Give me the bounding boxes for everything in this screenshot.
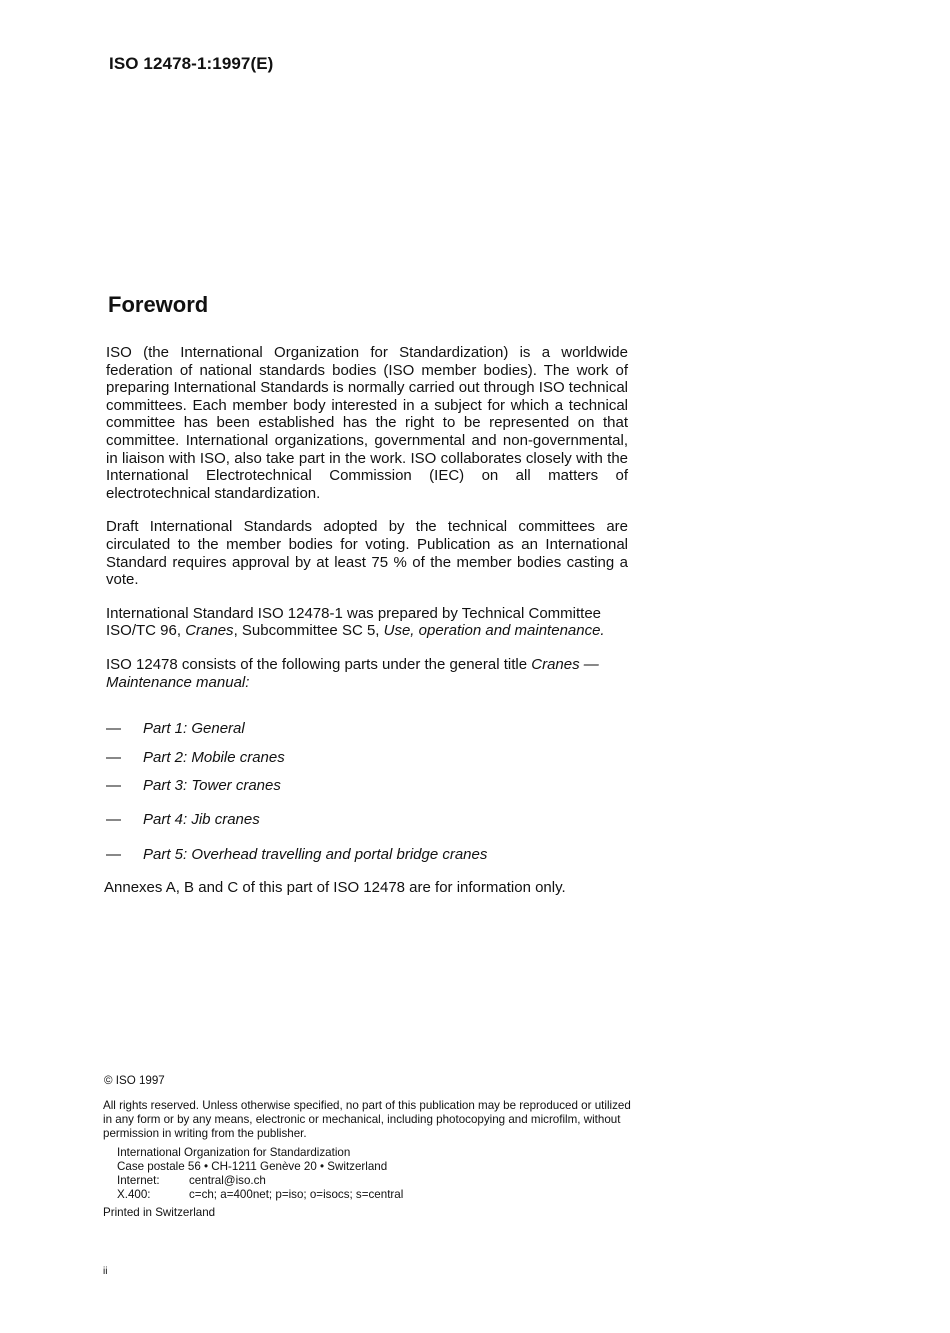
publisher-address [103,1146,633,1202]
paragraph-draft-standards: Draft International Standards adopted by the technical committees are circulated to the member bodies for voting. Publication as an International Standard requires approval by at least 75 % of the member bodies casting a vote. [106,518,628,589]
page-title: Foreword [108,292,209,317]
paragraph-prepared-by: International Standard ISO 12478-1 was prepared by Technical Committee ISO/TC 96, Cranes, Subcommittee SC 5, Use, operation and maintenance. [106,604,605,640]
copyright-notice: © ISO 1997 [104,1074,165,1087]
internet-label: Internet: [117,1174,160,1187]
x400-value: c=ch; a=400net; p=iso; o=isocs; s=central [189,1188,404,1201]
x400-contact [117,1188,633,1202]
document-id: ISO 12478-1:1997(E) [109,54,274,73]
copyright-block [103,1074,633,1220]
rights-statement: All rights reserved. Unless otherwise specified, no part of this publication may be reproduced or utilized in any form or by any means, electronic or mechanical, including photocopying and microfilm, without permission in writing from the publisher. [103,1099,631,1140]
internet-contact [117,1174,633,1188]
internet-value: central@iso.ch [189,1174,266,1187]
page-number: ii [103,1266,108,1277]
foreword-body [106,344,628,707]
paragraph-iso-intro: ISO (the International Organization for Standardization) is a worldwide federation of national standards bodies (ISO member bodies). The work of preparing International Standards is normally carried out through ISO technical committees. Each member body interested in a subject for which a technical committee has been established has the right to be represented on that committee. International organizations, governmental and non-governmental, in liaison with ISO, also take part in the work. ISO collaborates closely with the International Electrotechnical Commission (IEC) on all matters of electrotechnical standardization. [106,344,628,502]
postal-address: Case postale 56 • CH-1211 Genève 20 • Switzerland [117,1160,388,1173]
x400-label: X.400: [117,1188,151,1201]
annex-note: Annexes A, B and C of this part of ISO 12478 are for information only. [104,879,566,896]
list-item: — Part 4: Jib cranes [106,811,260,828]
list-item: — Part 1: General [106,720,245,737]
printed-location: Printed in Switzerland [103,1206,216,1219]
paragraph-parts-intro: ISO 12478 consists of the following parts under the general title Cranes — Maintenance manual: [106,655,599,691]
list-item: — Part 2: Mobile cranes [106,749,285,766]
list-item: — Part 3: Tower cranes [106,777,281,794]
publisher-name: International Organization for Standardization [117,1146,351,1159]
list-item: — Part 5: Overhead travelling and portal bridge cranes [106,846,488,863]
